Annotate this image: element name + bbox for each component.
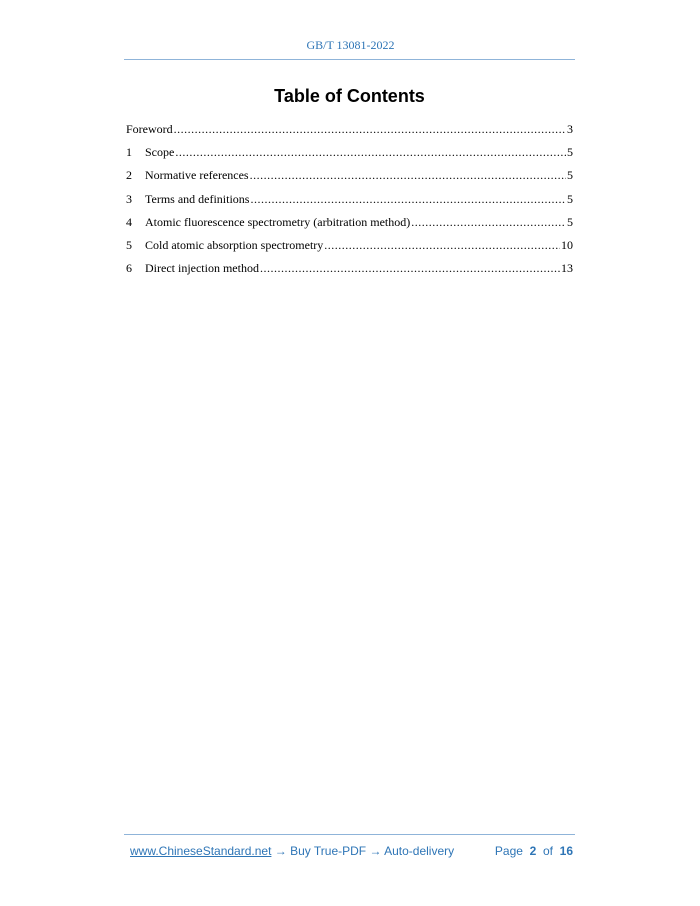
toc-list (126, 119, 573, 281)
page-total: 16 (559, 844, 573, 858)
page-current: 2 (529, 844, 537, 858)
page-indicator (495, 844, 573, 858)
toc-entry-label: Foreword (126, 122, 173, 136)
toc-entry-foreword[interactable] (126, 119, 573, 142)
toc-entry-page: 3 (567, 122, 573, 136)
toc-entry-direct-injection[interactable] (126, 258, 573, 281)
toc-entry-label: Direct injection method (145, 261, 259, 276)
toc-entry-number: 3 (126, 191, 132, 206)
toc-leader-dots (411, 212, 566, 232)
toc-entry-page: 13 (561, 261, 573, 276)
toc-leader-dots (175, 142, 566, 162)
toc-entry-number: 5 (126, 237, 132, 252)
toc-entry-scope[interactable] (126, 142, 573, 165)
footer-tagline: → Buy True-PDF → Auto-delivery (271, 844, 455, 858)
website-link[interactable]: www.ChineseStandard.net (130, 844, 272, 858)
document-header: GB/T 13081-2022 (306, 38, 395, 52)
toc-leader-dots (260, 258, 560, 278)
toc-entry-terms-and-definitions[interactable] (126, 189, 573, 212)
toc-entry-normative-references[interactable] (126, 165, 573, 188)
toc-entry-cold-atomic-absorption[interactable] (126, 235, 573, 258)
toc-entry-page: 10 (561, 237, 573, 252)
page-of: of (542, 844, 553, 858)
toc-entry-label: Cold atomic absorption spectrometry (145, 237, 324, 252)
toc-entry-label: Normative references (145, 168, 249, 183)
toc-entry-number: 1 (126, 145, 132, 160)
toc-title: Table of Contents (274, 86, 425, 106)
toc-entry-page: 5 (567, 191, 573, 206)
toc-entry-atomic-fluorescence[interactable] (126, 212, 573, 235)
toc-entry-label: Scope (145, 145, 175, 160)
toc-entry-page: 5 (567, 168, 573, 183)
toc-entry-page: 5 (567, 214, 573, 229)
footer-promo (130, 844, 454, 858)
toc-leader-dots (250, 165, 566, 185)
toc-entry-label: Terms and definitions (145, 191, 250, 206)
toc-entry-label: Atomic fluorescence spectrometry (arbitration method) (145, 214, 411, 229)
header-divider (124, 59, 575, 60)
toc-entry-number: 2 (126, 168, 132, 183)
toc-entry-number: 4 (126, 214, 132, 229)
toc-leader-dots (324, 235, 560, 255)
toc-leader-dots (250, 189, 566, 209)
toc-entry-number: 6 (126, 261, 132, 276)
footer-divider (124, 834, 575, 835)
toc-entry-page: 5 (567, 145, 573, 160)
page-prefix: Page (494, 844, 523, 858)
toc-leader-dots (174, 119, 566, 139)
